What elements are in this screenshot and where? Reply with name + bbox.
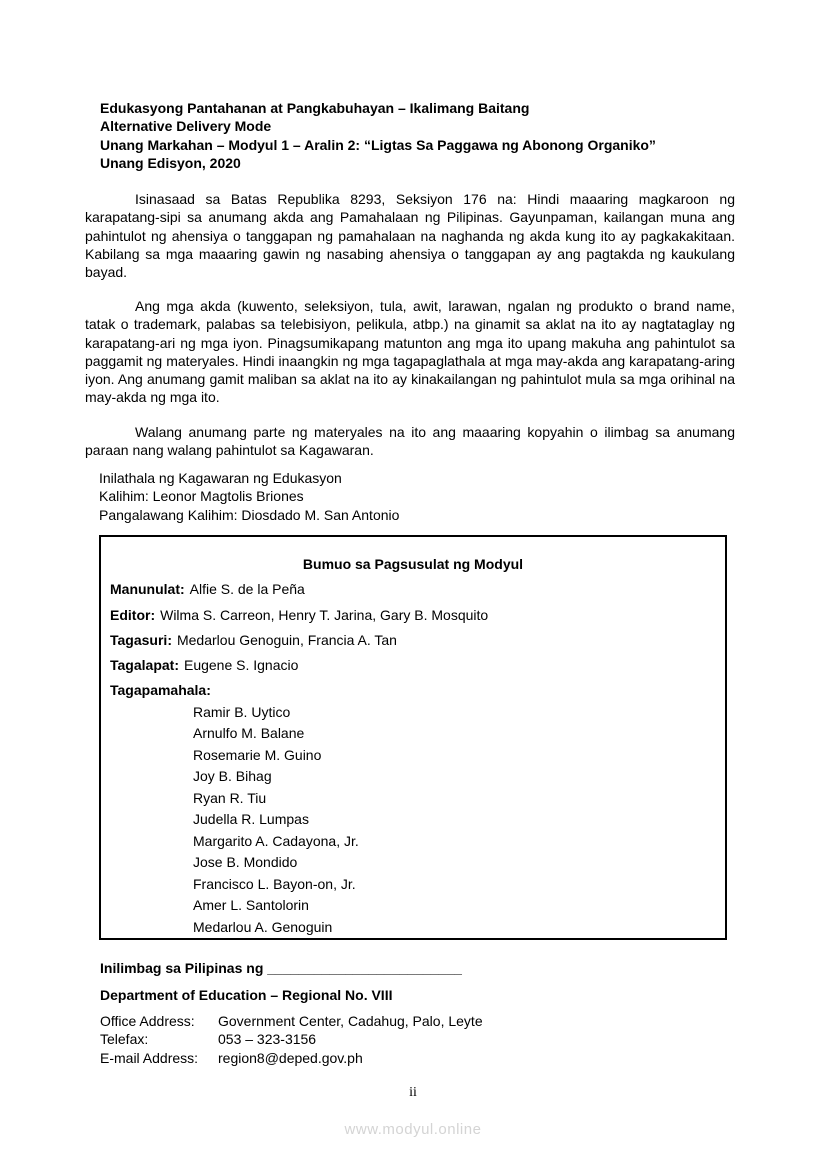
page-number: ii: [409, 1085, 417, 1100]
header-line-lesson: Unang Markahan – Modyul 1 – Aralin 2: “Ligtas Sa Paggawa ng Abonong Organiko”: [100, 136, 656, 153]
contact-value: Government Center, Cadahug, Palo, Leyte: [218, 1013, 483, 1029]
credit-role-editor: [110, 606, 725, 624]
credit-role-label: Tagapamahala:: [110, 682, 211, 699]
contact-value: 053 – 323-3156: [218, 1031, 317, 1048]
contact-label: Telefax:: [100, 1031, 149, 1048]
copyright-paragraph-1: Isinasaad sa Batas Republika 8293, Seksiyon 176 na: Hindi maaaring magkaroon ng karapatang-sipi sa anumang akda ang Pamahalaan ng Pilipinas. Gayunpaman, kailangan muna ang pahintulot ng ahensiya o tanggapan ng pamahalaan na naghanda ng akda kung ito ay pagkakakitaan. Kabilang sa mga maaaring gawin ng nasabing ahensiya o tanggapan ay ang pagtakda ng kaukulang bayad.: [85, 191, 735, 281]
credit-role-value: Medarlou Genoguin, Francia A. Tan: [176, 631, 397, 648]
secretary-line: Kalihim: Leonor Magtolis Briones: [99, 488, 304, 505]
credit-role-value: Wilma S. Carreon, Henry T. Jarina, Gary B. Mosquito: [160, 606, 489, 623]
contact-label: Office Address:: [100, 1013, 195, 1029]
contact-label: E-mail Address:: [100, 1049, 199, 1066]
manager-name: Margarito A. Cadayona, Jr.: [193, 832, 359, 849]
manager-name: Medarlou A. Genoguin: [193, 918, 333, 935]
contact-info: [100, 1012, 483, 1067]
credit-role-label: Tagalapat:: [110, 657, 179, 674]
credit-role-label: Manunulat:: [110, 581, 185, 598]
header-line-edition: Unang Edisyon, 2020: [100, 154, 241, 171]
contact-row-office-address: [100, 1012, 483, 1030]
printed-in-blank: _________________________: [267, 960, 462, 976]
header-line-mode: Alternative Delivery Mode: [100, 118, 272, 135]
manager-name: Joy B. Bihag: [193, 768, 272, 785]
module-header: [100, 99, 740, 172]
managers-list: [193, 702, 725, 939]
copyright-paragraph-3: Walang anumang parte ng materyales na ito ang maaaring kopyahin o ilimbag sa anumang paraan nang walang pahintulot sa Kagawaran.: [85, 424, 735, 459]
undersecretary-line: Pangalawang Kalihim: Diosdado M. San Antonio: [99, 506, 400, 523]
credit-role-reviewer: [110, 631, 725, 649]
manager-name: Francisco L. Bayon-on, Jr.: [193, 875, 356, 892]
publisher-line: Inilathala ng Kagawaran ng Edukasyon: [99, 470, 342, 486]
credit-role-layout: [110, 656, 725, 674]
site-watermark: www.modyul.online: [344, 1121, 482, 1138]
header-line-title: Edukasyong Pantahanan at Pangkabuhayan – Ikalimang Baitang: [100, 100, 530, 116]
credits-box: [99, 535, 727, 940]
printed-in-line: [100, 959, 462, 977]
manager-name: Ryan R. Tiu: [193, 789, 267, 806]
contact-value: region8@deped.gov.ph: [218, 1049, 363, 1066]
manager-name: Jose B. Mondido: [193, 854, 298, 871]
credits-box-title: Bumuo sa Pagsusulat ng Modyul: [302, 556, 524, 572]
manager-name: Amer L. Santolorin: [193, 897, 309, 914]
credit-role-label: Tagasuri:: [110, 631, 172, 648]
credit-role-label: Editor:: [110, 606, 156, 623]
contact-row-email: [100, 1049, 483, 1067]
publisher-block: [99, 469, 399, 524]
manager-name: Ramir B. Uytico: [193, 703, 291, 720]
copyright-paragraph-2: Ang mga akda (kuwento, seleksiyon, tula, awit, larawan, ngalan ng produkto o brand name, tatak o trademark, palabas sa telebisiyon, pelikula, atbp.) na ginamit sa aklat na ito ay nagtataglay ng karapatang-ari ng mga iyon. Pinagsumikapang matunton ang mga ito upang makuha ang pahintulot sa paggamit ng materyales. Hindi inaangkin ng mga tagapaglathala at mga may-akda ang karapatang-aring iyon. Ang anumang gamit maliban sa aklat na ito ay kinakailangan ng pahintulot mula sa mga orihinal na may-akda ng mga ito.: [85, 298, 735, 406]
manager-name: Arnulfo M. Balane: [193, 725, 305, 742]
credit-role-value: Alfie S. de la Peña: [189, 581, 305, 598]
manager-name: Rosemarie M. Guino: [193, 746, 322, 763]
credit-role-writer: [110, 580, 725, 598]
credit-role-management: [110, 681, 725, 699]
contact-row-telefax: [100, 1030, 483, 1048]
department-line: Department of Education – Regional No. VIII: [100, 987, 393, 1003]
manager-name: Judella R. Lumpas: [193, 811, 309, 828]
credit-role-value: Eugene S. Ignacio: [183, 657, 299, 674]
printed-in-label: Inilimbag sa Pilipinas ng: [100, 960, 264, 976]
